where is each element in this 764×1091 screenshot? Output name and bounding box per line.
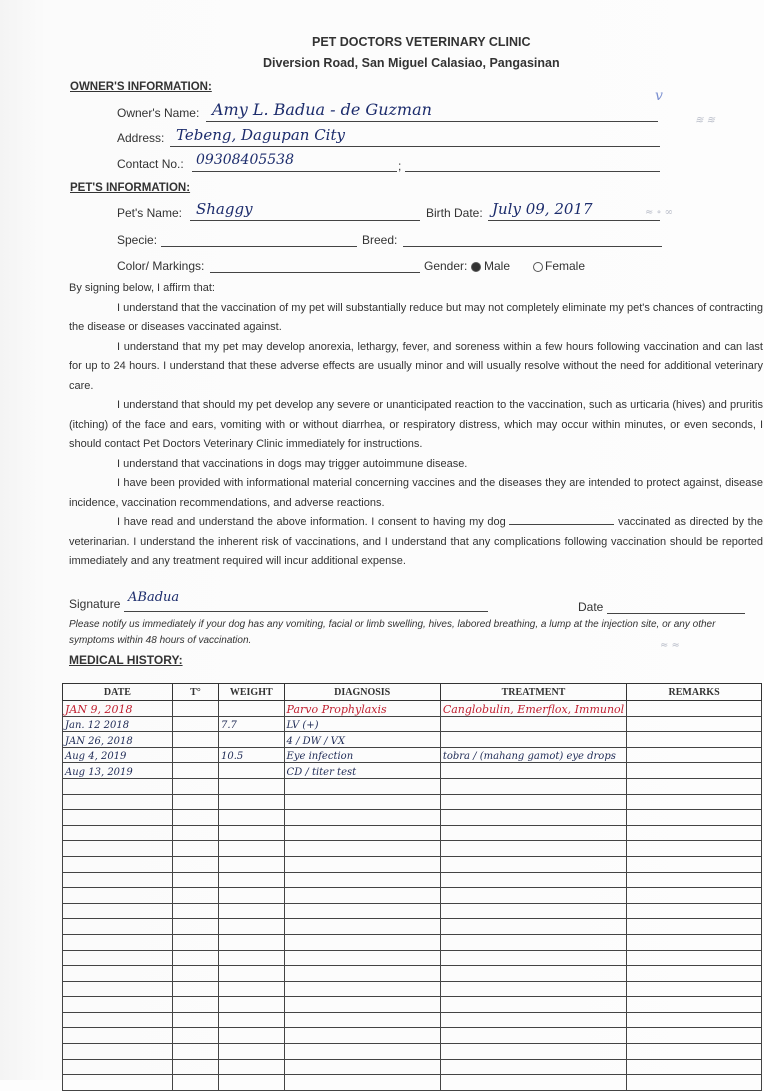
male-label: Male xyxy=(484,259,511,273)
table-row xyxy=(63,856,762,872)
cell-treatment[interactable] xyxy=(440,966,626,982)
cell-treatment[interactable] xyxy=(440,810,626,826)
table-row xyxy=(63,872,762,888)
owner-address-value[interactable]: Tebeng, Dagupan City xyxy=(176,126,345,144)
cell-date[interactable] xyxy=(63,1059,173,1075)
bleed-through-notes: ≋ ≋ xyxy=(695,115,715,126)
cell-remarks[interactable] xyxy=(627,701,762,717)
cell-weight[interactable] xyxy=(218,778,284,794)
cell-date[interactable] xyxy=(63,1075,173,1091)
table-row xyxy=(63,778,762,794)
cell-weight[interactable] xyxy=(218,1075,284,1091)
cell-temp[interactable] xyxy=(172,888,218,904)
owner-name-label: Owner's Name: xyxy=(117,106,200,120)
col-weight: WEIGHT xyxy=(218,684,284,701)
col-remarks: REMARKS xyxy=(627,684,762,701)
cell-diagnosis[interactable] xyxy=(284,934,440,950)
cell-weight[interactable] xyxy=(218,981,284,997)
cell-diagnosis[interactable]: Parvo Prophylaxis xyxy=(284,701,440,717)
cell-date[interactable] xyxy=(63,1028,173,1044)
cell-date[interactable] xyxy=(63,856,173,872)
cell-remarks[interactable] xyxy=(627,872,762,888)
col-diagnosis: DIAGNOSIS xyxy=(284,684,440,701)
cell-treatment[interactable] xyxy=(440,950,626,966)
cell-date[interactable]: Aug 4, 2019 xyxy=(63,747,173,763)
cell-remarks[interactable] xyxy=(627,934,762,950)
cell-temp[interactable] xyxy=(172,919,218,935)
cell-weight[interactable] xyxy=(218,1012,284,1028)
table-row xyxy=(63,763,762,779)
gender-label: Gender: xyxy=(424,259,468,273)
cell-temp[interactable] xyxy=(172,934,218,950)
cell-weight[interactable] xyxy=(218,763,284,779)
table-row xyxy=(63,950,762,966)
table-row xyxy=(63,747,762,763)
table-row xyxy=(63,919,762,935)
cell-temp[interactable] xyxy=(172,1059,218,1075)
cell-temp[interactable] xyxy=(172,747,218,763)
bleed-through-marks: ≈ ∘ ∞ xyxy=(645,207,673,218)
pet-name-value[interactable]: Shaggy xyxy=(196,200,253,218)
bleed-through-check-mark: v xyxy=(655,88,663,104)
cell-date[interactable] xyxy=(63,1012,173,1028)
cell-date[interactable] xyxy=(63,888,173,904)
cell-treatment[interactable]: Canglobulin, Emerflox, Immunol xyxy=(440,701,626,717)
cell-weight[interactable] xyxy=(218,888,284,904)
cell-treatment[interactable] xyxy=(440,903,626,919)
col-treatment: TREATMENT xyxy=(440,684,626,701)
cell-treatment[interactable] xyxy=(440,981,626,997)
table-row xyxy=(63,1028,762,1044)
cell-temp[interactable] xyxy=(172,1044,218,1060)
consent-text xyxy=(69,279,763,572)
pet-name-line xyxy=(190,220,420,221)
cell-temp[interactable] xyxy=(172,778,218,794)
cell-diagnosis[interactable]: Eye infection xyxy=(284,747,440,763)
cell-date[interactable]: Jan. 12 2018 xyxy=(63,716,173,732)
cell-diagnosis[interactable] xyxy=(284,856,440,872)
cell-date[interactable] xyxy=(63,981,173,997)
cell-date[interactable] xyxy=(63,841,173,857)
cell-temp[interactable] xyxy=(172,841,218,857)
table-row xyxy=(63,934,762,950)
cell-treatment[interactable] xyxy=(440,716,626,732)
clinic-name: PET DOCTORS VETERINARY CLINIC xyxy=(312,35,531,49)
cell-temp[interactable] xyxy=(172,794,218,810)
birth-date-label: Birth Date: xyxy=(426,206,483,220)
owner-section-title: OWNER'S INFORMATION: xyxy=(70,81,212,93)
table-row xyxy=(63,716,762,732)
cell-diagnosis[interactable] xyxy=(284,966,440,982)
cell-treatment[interactable] xyxy=(440,997,626,1013)
color-markings-label: Color/ Markings: xyxy=(117,259,205,273)
bleed-through-remarks: ≈ ≈ xyxy=(660,640,680,651)
cell-temp[interactable] xyxy=(172,981,218,997)
cell-remarks[interactable] xyxy=(627,1044,762,1060)
cell-diagnosis[interactable] xyxy=(284,981,440,997)
cell-treatment[interactable] xyxy=(440,1075,626,1091)
table-row xyxy=(63,1044,762,1060)
cell-date[interactable] xyxy=(63,966,173,982)
specie-line[interactable] xyxy=(161,246,357,247)
cell-diagnosis[interactable] xyxy=(284,810,440,826)
cell-weight[interactable] xyxy=(218,856,284,872)
cell-weight[interactable] xyxy=(218,732,284,748)
cell-date[interactable] xyxy=(63,919,173,935)
post-vaccination-notice: Please notify us immediately if your dog has any vomiting, facial or limb swelling, hives, labored breathing, a lump at the injection site, or any other symptoms within 48 hours of vaccination. xyxy=(69,619,716,646)
consent-p6-rest: as directed by the veterinarian. I understand the inherent risk of vaccinations, and I understand that any complications following vaccination should be reported immediately and any treatment required will incur additional expense. xyxy=(69,516,763,567)
cell-treatment[interactable] xyxy=(440,1059,626,1075)
cell-remarks[interactable] xyxy=(627,825,762,841)
cell-date[interactable] xyxy=(63,872,173,888)
cell-temp[interactable] xyxy=(172,763,218,779)
cell-temp[interactable] xyxy=(172,997,218,1013)
cell-temp[interactable] xyxy=(172,872,218,888)
cell-temp[interactable] xyxy=(172,903,218,919)
cell-diagnosis[interactable] xyxy=(284,1044,440,1060)
cell-diagnosis[interactable] xyxy=(284,997,440,1013)
cell-date[interactable] xyxy=(63,794,173,810)
table-row xyxy=(63,810,762,826)
cell-weight[interactable] xyxy=(218,810,284,826)
consent-p6-vaccinated: vaccinated xyxy=(618,516,671,528)
medical-history-title: MEDICAL HISTORY: xyxy=(69,653,183,667)
cell-treatment[interactable]: tobra / (mahang gamot) eye drops xyxy=(440,747,626,763)
signature-line[interactable] xyxy=(124,611,488,612)
cell-weight[interactable] xyxy=(218,919,284,935)
birth-date-line xyxy=(488,220,660,221)
cell-weight[interactable]: 7.7 xyxy=(218,716,284,732)
cell-weight[interactable] xyxy=(218,997,284,1013)
cell-weight[interactable] xyxy=(218,1044,284,1060)
cell-temp[interactable] xyxy=(172,966,218,982)
cell-treatment[interactable] xyxy=(440,825,626,841)
breed-label: Breed: xyxy=(362,233,398,247)
cell-diagnosis[interactable]: LV (+) xyxy=(284,716,440,732)
date-label: Date xyxy=(578,600,604,614)
table-header-row xyxy=(63,684,762,701)
dog-name-blank[interactable] xyxy=(509,514,614,525)
cell-treatment[interactable] xyxy=(440,934,626,950)
cell-treatment[interactable] xyxy=(440,888,626,904)
pet-name-label: Pet's Name: xyxy=(117,206,182,220)
cell-remarks[interactable] xyxy=(627,981,762,997)
cell-remarks[interactable] xyxy=(627,888,762,904)
consent-intro: By signing below, I affirm that: xyxy=(69,282,215,294)
cell-remarks[interactable] xyxy=(627,794,762,810)
cell-diagnosis[interactable] xyxy=(284,1028,440,1044)
cell-weight[interactable] xyxy=(218,966,284,982)
cell-date[interactable] xyxy=(63,825,173,841)
cell-temp[interactable] xyxy=(172,716,218,732)
table-row xyxy=(63,794,762,810)
signature-label: Signature xyxy=(69,597,121,611)
cell-date[interactable] xyxy=(63,950,173,966)
cell-weight[interactable]: 10.5 xyxy=(218,747,284,763)
col-temperature: T° xyxy=(172,684,218,701)
cell-diagnosis[interactable] xyxy=(284,778,440,794)
cell-treatment[interactable] xyxy=(440,763,626,779)
female-radio[interactable] xyxy=(533,262,543,272)
cell-date[interactable]: Aug 13, 2019 xyxy=(63,763,173,779)
cell-remarks[interactable] xyxy=(627,1059,762,1075)
table-row xyxy=(63,1075,762,1091)
signature-value: ABadua xyxy=(128,590,180,605)
cell-weight[interactable] xyxy=(218,872,284,888)
cell-temp[interactable] xyxy=(172,1028,218,1044)
cell-date[interactable] xyxy=(63,997,173,1013)
cell-diagnosis[interactable] xyxy=(284,1075,440,1091)
consent-paragraph-5: I have been provided with informational material concerning vaccines and the diseases they are intended to protect against, disease incidence, vaccination recommendations, and adverse reactions. xyxy=(69,477,763,509)
table-row xyxy=(63,966,762,982)
cell-remarks[interactable] xyxy=(627,763,762,779)
cell-remarks[interactable] xyxy=(627,950,762,966)
date-line[interactable] xyxy=(607,613,745,614)
cell-diagnosis[interactable] xyxy=(284,1059,440,1075)
cell-remarks[interactable] xyxy=(627,841,762,857)
table-row xyxy=(63,732,762,748)
cell-remarks[interactable] xyxy=(627,1028,762,1044)
cell-diagnosis[interactable] xyxy=(284,841,440,857)
cell-weight[interactable] xyxy=(218,1059,284,1075)
cell-date[interactable] xyxy=(63,778,173,794)
medical-history-table xyxy=(62,683,762,1091)
table-row xyxy=(63,1012,762,1028)
cell-treatment[interactable] xyxy=(440,841,626,857)
cell-diagnosis[interactable]: CD / titer test xyxy=(284,763,440,779)
male-radio[interactable] xyxy=(471,262,481,272)
cell-date[interactable] xyxy=(63,1044,173,1060)
table-row xyxy=(63,903,762,919)
table-row xyxy=(63,981,762,997)
pet-section-title: PET'S INFORMATION: xyxy=(70,182,191,194)
table-row xyxy=(63,1059,762,1075)
cell-treatment[interactable] xyxy=(440,1028,626,1044)
cell-diagnosis[interactable] xyxy=(284,872,440,888)
owner-name-value[interactable]: Amy L. Badua - de Guzman xyxy=(212,100,432,119)
table-row xyxy=(63,997,762,1013)
cell-temp[interactable] xyxy=(172,950,218,966)
cell-treatment[interactable] xyxy=(440,872,626,888)
cell-date[interactable]: JAN 9, 2018 xyxy=(63,701,173,717)
cell-remarks[interactable] xyxy=(627,747,762,763)
contact-separator: ; xyxy=(398,159,402,173)
cell-treatment[interactable] xyxy=(440,732,626,748)
cell-date[interactable] xyxy=(63,903,173,919)
cell-remarks[interactable] xyxy=(627,716,762,732)
cell-temp[interactable] xyxy=(172,1075,218,1091)
table-row xyxy=(63,825,762,841)
clinic-address: Diversion Road, San Miguel Calasiao, Pangasinan xyxy=(263,56,560,70)
cell-remarks[interactable] xyxy=(627,732,762,748)
owner-contact-value[interactable]: 09308405538 xyxy=(196,152,294,168)
cell-remarks[interactable] xyxy=(627,903,762,919)
cell-temp[interactable] xyxy=(172,732,218,748)
consent-paragraph-1: I understand that the vaccination of my pet will substantially reduce but may not completely eliminate my pet's chances of contracting the disease or diseases vaccinated against. xyxy=(69,301,763,333)
cell-weight[interactable] xyxy=(218,903,284,919)
cell-weight[interactable] xyxy=(218,841,284,857)
cell-weight[interactable] xyxy=(218,825,284,841)
cell-weight[interactable] xyxy=(218,701,284,717)
cell-weight[interactable] xyxy=(218,794,284,810)
cell-diagnosis[interactable] xyxy=(284,919,440,935)
cell-temp[interactable] xyxy=(172,1012,218,1028)
consent-paragraph-4: I understand that vaccinations in dogs may trigger autoimmune disease. xyxy=(117,457,468,470)
cell-remarks[interactable] xyxy=(627,997,762,1013)
color-markings-line[interactable] xyxy=(210,272,420,273)
cell-treatment[interactable] xyxy=(440,794,626,810)
owner-address-line xyxy=(170,146,660,147)
cell-treatment[interactable] xyxy=(440,856,626,872)
cell-diagnosis[interactable]: 4 / DW / VX xyxy=(284,732,440,748)
specie-label: Specie: xyxy=(117,233,158,247)
cell-temp[interactable] xyxy=(172,856,218,872)
cell-diagnosis[interactable] xyxy=(284,888,440,904)
cell-date[interactable] xyxy=(63,934,173,950)
col-date: DATE xyxy=(63,684,173,701)
cell-date[interactable] xyxy=(63,810,173,826)
cell-remarks[interactable] xyxy=(627,778,762,794)
cell-remarks[interactable] xyxy=(627,1012,762,1028)
owner-address-label: Address: xyxy=(117,131,165,145)
owner-contact-label: Contact No.: xyxy=(117,157,184,171)
cell-remarks[interactable] xyxy=(627,1075,762,1091)
cell-diagnosis[interactable] xyxy=(284,903,440,919)
birth-date-value[interactable]: July 09, 2017 xyxy=(492,200,593,218)
cell-temp[interactable] xyxy=(172,825,218,841)
owner-contact-line xyxy=(192,171,397,172)
cell-date[interactable]: JAN 26, 2018 xyxy=(63,732,173,748)
consent-p6-start: I have read and understand the above information. I consent to having my dog xyxy=(117,516,506,528)
cell-diagnosis[interactable] xyxy=(284,794,440,810)
consent-paragraph-3: I understand that should my pet develop any severe or unanticipated reaction to the vaccination, such as urticaria (hives) and pruritis (itching) of the face and ears, vomiting with or without diarrhea, or respiratory distress, which may occur within minutes, or even seconds, I should contact Pet Doctors Veterinary Clinic immediately for instructions. xyxy=(69,399,763,450)
cell-diagnosis[interactable] xyxy=(284,950,440,966)
cell-weight[interactable] xyxy=(218,950,284,966)
cell-treatment[interactable] xyxy=(440,778,626,794)
cell-treatment[interactable] xyxy=(440,1012,626,1028)
consent-paragraph-2: I understand that my pet may develop anorexia, lethargy, fever, and soreness within a few hours following vaccination and can last for up to 24 hours. I understand that these adverse effects are usually minor and will usually resolve without the need for additional veterinary care. xyxy=(69,340,763,392)
cell-treatment[interactable] xyxy=(440,1044,626,1060)
owner-name-line xyxy=(206,121,658,122)
cell-remarks[interactable] xyxy=(627,919,762,935)
cell-treatment[interactable] xyxy=(440,919,626,935)
cell-weight[interactable] xyxy=(218,934,284,950)
cell-remarks[interactable] xyxy=(627,856,762,872)
cell-weight[interactable] xyxy=(218,1028,284,1044)
table-row xyxy=(63,701,762,717)
owner-contact-line-2 xyxy=(405,171,660,172)
cell-remarks[interactable] xyxy=(627,810,762,826)
cell-temp[interactable] xyxy=(172,701,218,717)
cell-diagnosis[interactable] xyxy=(284,825,440,841)
cell-diagnosis[interactable] xyxy=(284,1012,440,1028)
breed-line[interactable] xyxy=(403,246,662,247)
female-label: Female xyxy=(545,259,586,273)
cell-temp[interactable] xyxy=(172,810,218,826)
table-row xyxy=(63,888,762,904)
consent-paragraph-6 xyxy=(69,513,763,572)
cell-remarks[interactable] xyxy=(627,966,762,982)
table-row xyxy=(63,841,762,857)
